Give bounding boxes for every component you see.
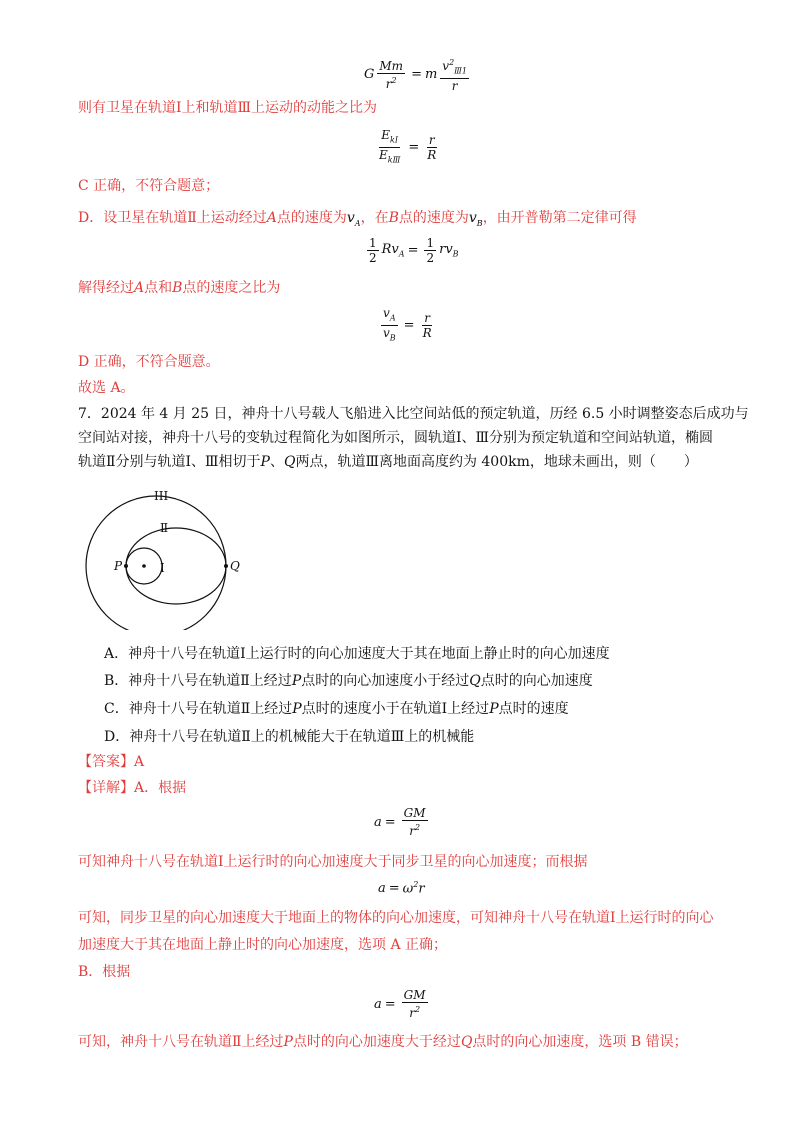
equation-velocity-ratio: $\frac{v_A}{v_B}$ = $\frac{r}{R}$ (383, 306, 432, 343)
option-b: B．神舟十八号在轨道Ⅱ上经过P点时的向心加速度小于经过Q点时的向心加速度 (104, 673, 593, 689)
option-d: D．神舟十八号在轨道Ⅱ上的机械能大于在轨道Ⅲ上的机械能 (104, 729, 475, 745)
label-q: Q (230, 559, 240, 573)
question-7: 7．2024 年 4 月 25 日，神舟十八号载人飞船进入比空间站低的预定轨道，历经 6.5 小时调整姿态后成功与 空间站对接，神舟十八号的变轨过程简化为如图所示，圆轨道Ⅰ、Ⅲ分别为预定轨道和空间站轨道，椭圆 轨道Ⅱ分别与轨道Ⅰ、Ⅲ相切于P、Q两点，轨道Ⅲ离地面高度约为 400km，地球未画出，则（ ） (78, 406, 749, 470)
text-conclusion-line1: 可知，同步卫星的向心加速度大于地面上的物体的向心加速度，可知神舟十八号在轨道Ⅰ上运行时的向心 (78, 910, 714, 926)
text-conclusion-line2: 加速度大于其在地面上静止时的向心加速度，选项 A 正确； (78, 937, 448, 953)
orbit-ii-ellipse (126, 528, 226, 604)
equation-energy-ratio: $\frac{E_{kⅠ}}{E_{kⅢ}}$ = $\frac{r}{R}$ (379, 128, 437, 165)
answer-label: 【答案】A (78, 754, 145, 770)
equation-accel-gm-2: a = $\frac{GM}{r^2}$ (374, 988, 426, 1020)
label-ii: Ⅱ (160, 521, 169, 535)
point-q-dot (224, 564, 228, 568)
equation-accel-omega: a = $\omega^2r$ (378, 880, 425, 897)
point-p-dot (124, 564, 128, 568)
text-d-setup: D．设卫星在轨道Ⅱ上运动经过A点的速度为$v_A$，在B点的速度为$v_B$，由开普勒第二定律可得 (78, 210, 637, 228)
label-i: I (160, 561, 165, 575)
equation-accel-gm: a = $\frac{GM}{r^2}$ (374, 806, 426, 838)
text-sync-compare: 可知神舟十八号在轨道Ⅰ上运行时的向心加速度大于同步卫星的向心加速度；而根据 (78, 854, 588, 870)
text-kinetic-energy-ratio: 则有卫星在轨道Ⅰ上和轨道Ⅲ上运动的动能之比为 (78, 100, 378, 116)
text-d-correct: D 正确，不符合题意。 (78, 354, 220, 370)
label-p: P (114, 559, 123, 573)
text-c-correct: C 正确，不符合题意； (78, 178, 220, 194)
label-iii: III (154, 490, 169, 503)
orbit-diagram (74, 490, 244, 630)
text-b-incorrect: 可知，神舟十八号在轨道Ⅱ上经过P点时的向心加速度大于经过Q点时的向心加速度，选项 B 错误； (78, 1034, 688, 1050)
detail-label: 【详解】A．根据 (78, 780, 187, 796)
orbit-iii-circle (86, 496, 226, 630)
option-c: C．神舟十八号在轨道Ⅱ上经过P点时的速度小于在轨道Ⅰ上经过P点时的速度 (104, 701, 569, 717)
equation-gravity-centripetal: G $\frac{Mm}{r^2}$ = m $\frac{v^2_{Ⅲ1}}{r}$ (364, 58, 467, 94)
option-a: A．神舟十八号在轨道Ⅰ上运行时的向心加速度大于其在地面上静止时的向心加速度 (104, 646, 610, 662)
equation-kepler-second: $\frac{1}{2}$ $Rv_A$ = $\frac{1}{2}$ $rv_B$ (369, 236, 459, 265)
text-choose-a: 故选 A。 (78, 380, 135, 396)
earth-center-dot (142, 564, 146, 568)
text-b-according: B．根据 (78, 964, 131, 980)
text-velocity-ratio: 解得经过A点和B点的速度之比为 (78, 280, 281, 296)
